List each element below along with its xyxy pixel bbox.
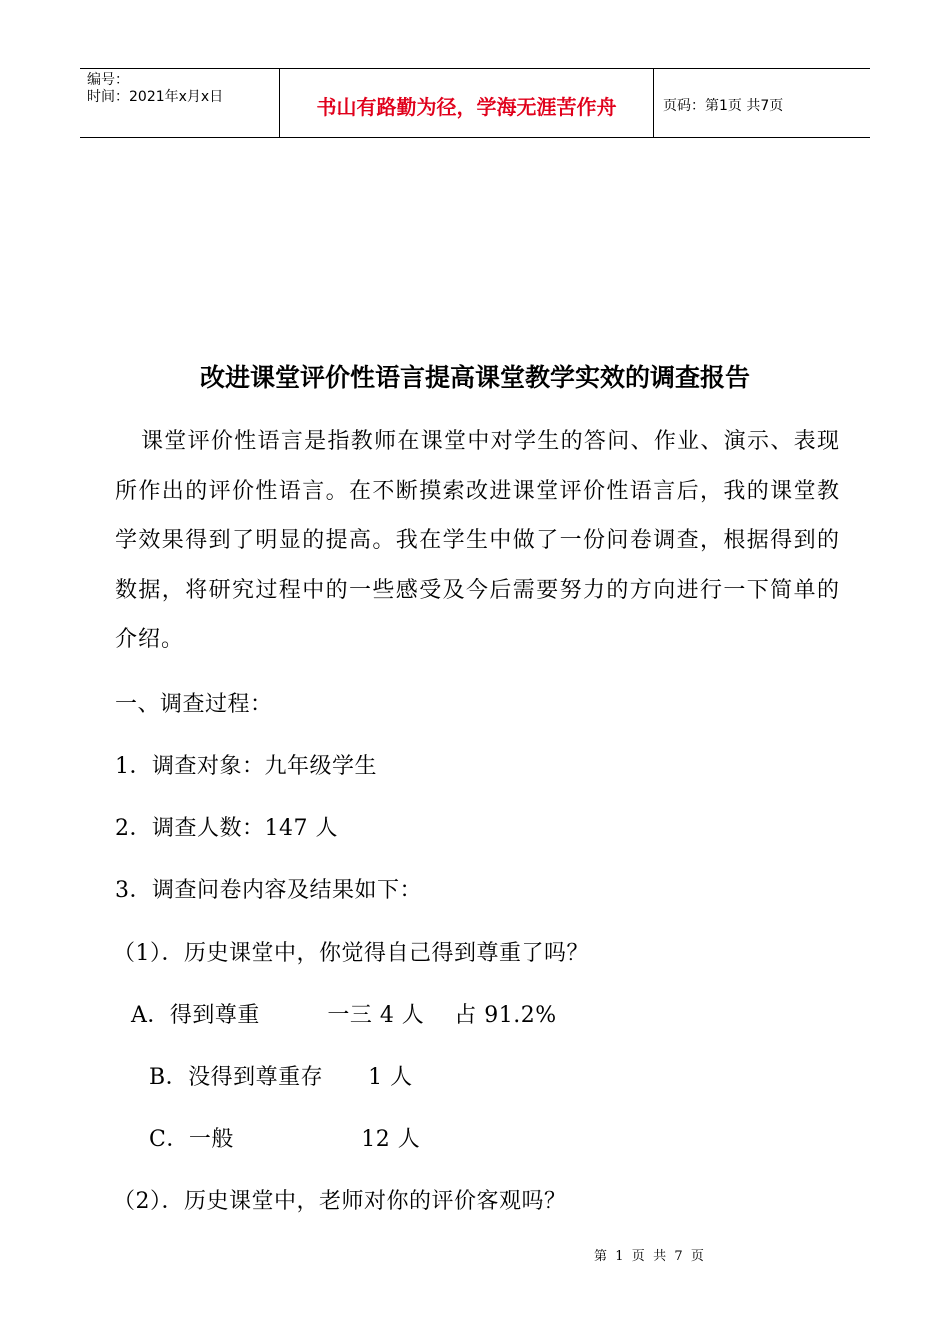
question-2: （2）．历史课堂中，老师对你的评价客观吗？ — [113, 1189, 567, 1214]
header-meta — [80, 69, 280, 137]
document-header — [80, 68, 870, 138]
question-1-option-b: B．没得到尊重存 1 人 — [149, 1065, 413, 1090]
survey-content-heading: 3．调查问卷内容及结果如下： — [115, 878, 422, 903]
question-1: （1）．历史课堂中，你觉得自己得到尊重了吗？ — [113, 941, 589, 966]
section-heading: 一、调查过程： — [115, 692, 273, 717]
document-date: 时间：2021年x月x日 — [87, 89, 224, 105]
header-page-info: 页码：第1页 共7页 — [663, 98, 784, 114]
document-number-label: 编号： — [87, 72, 129, 88]
header-motto: 书山有路勤为径，学海无涯苦作舟 — [280, 69, 654, 137]
page-footer: 第 1 页 共 7 页 — [594, 1249, 704, 1264]
report-title: 改进课堂评价性语言提高课堂教学实效的调查报告 — [199, 363, 750, 392]
survey-count: 2．调查人数：147 人 — [115, 816, 338, 841]
question-1-option-c: C．一般 12 人 — [149, 1127, 421, 1152]
survey-subject: 1．调查对象：九年级学生 — [115, 754, 377, 779]
intro-paragraph: 课堂评价性语言是指教师在课堂中对学生的答问、作业、演示、表现所作出的评价性语言。在不断摸索改进课堂评价性语言后，我的课堂教学效果得到了明显的提高。我在学生中做了一份问卷调查，根据得到的数据，将研究过程中的一些感受及今后需要努力的方向进行一下简单的介绍。 — [115, 429, 840, 652]
question-1-option-a: A．得到尊重 一三 4 人 占 91.2% — [131, 1003, 557, 1028]
